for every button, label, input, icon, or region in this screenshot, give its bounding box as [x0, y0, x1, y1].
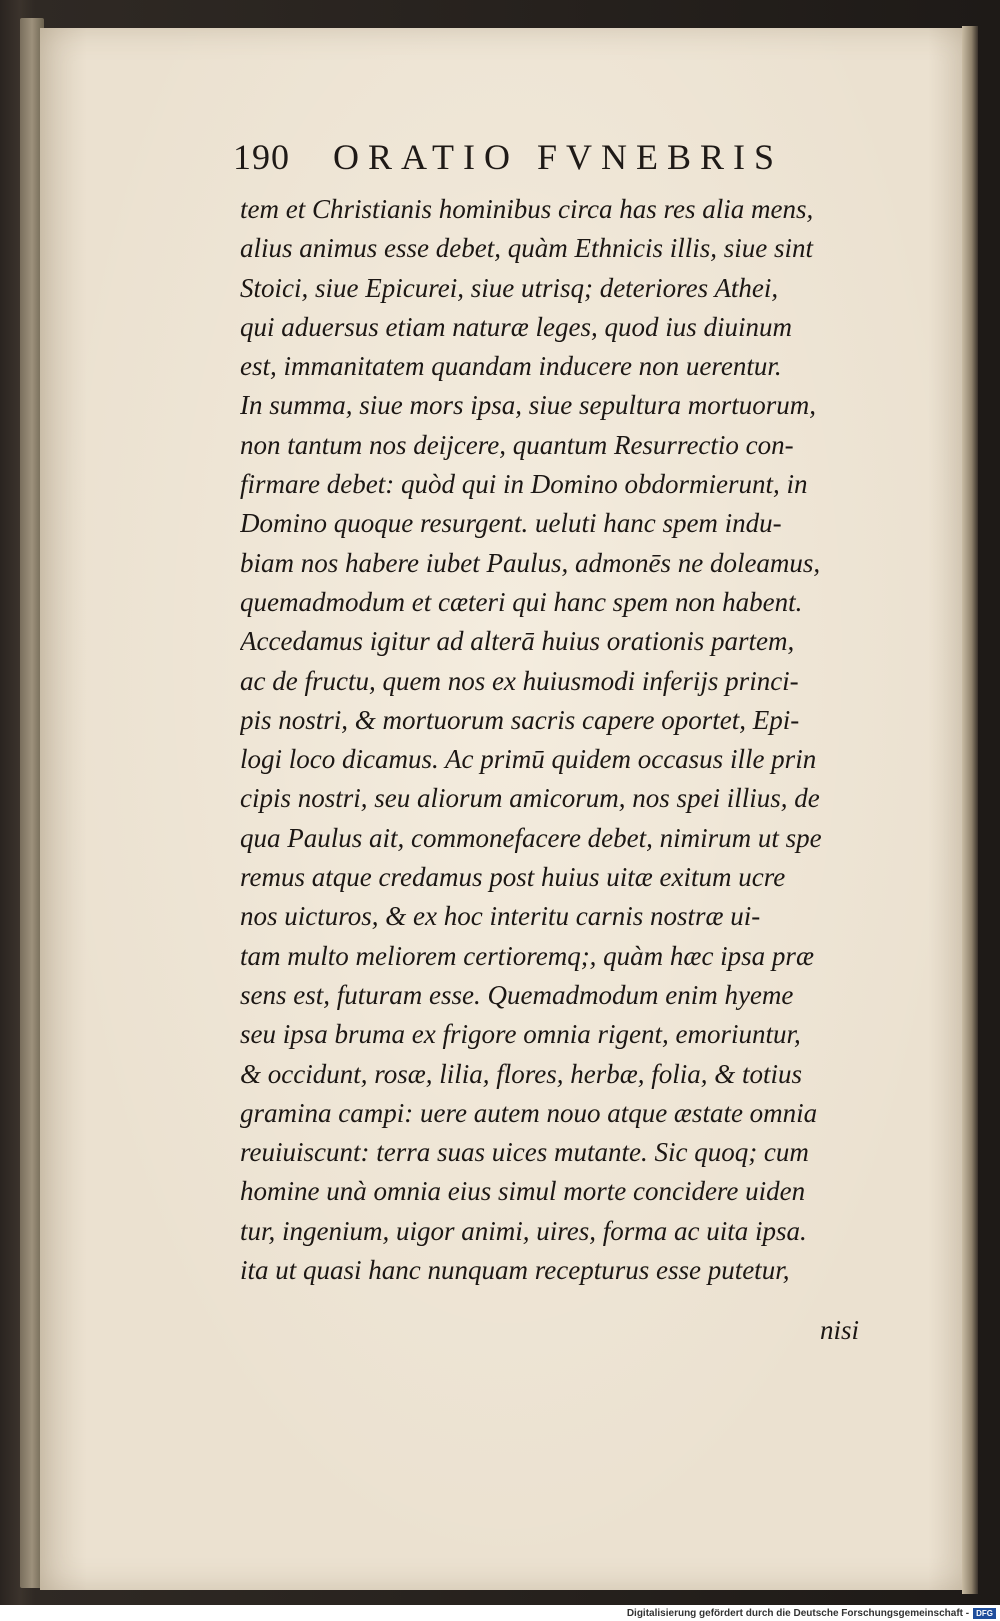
text-line: seu ipsa bruma ex frigore omnia rigent, emoriuntur,: [240, 1019, 801, 1050]
text-line: firmare debet: quòd qui in Domino obdormierunt, in: [240, 469, 808, 500]
text-line: gramina campi: uere autem nouo atque æstate omnia: [240, 1097, 818, 1128]
text-line: qua Paulus ait, commonefacere debet, nimirum ut spe: [240, 822, 822, 853]
text-line: cipis nostri, seu aliorum amicorum, nos spei illius, de: [240, 783, 820, 814]
text-line: nos uicturos, & ex hoc interitu carnis nostræ ui-: [240, 901, 761, 932]
text-line: & occidunt, rosæ, lilia, flores, herbæ, folia, & totius: [240, 1058, 803, 1089]
footer-bar: [0, 1606, 1000, 1621]
text-line: Accedamus igitur ad alterā huius orationis partem,: [240, 626, 795, 657]
text-line: logi loco dicamus. Ac primū quidem occasus ille prin: [240, 744, 817, 775]
text-line: In summa, siue mors ipsa, siue sepultura mortuorum,: [240, 390, 817, 421]
footer-credit: Digitalisierung gefördert durch die Deutsche Forschungsgemeinschaft -: [626, 1608, 970, 1619]
text-line: remus atque credamus post huius uitæ exitum ucre: [240, 862, 786, 893]
page-header: [233, 136, 813, 184]
text-line: non tantum nos deijcere, quantum Resurrectio con-: [240, 429, 794, 460]
text-line: biam nos habere iubet Paulus, admonēs ne doleamus,: [240, 547, 821, 578]
text-line: quemadmodum et cæteri qui hanc spem non habent.: [240, 586, 803, 617]
running-title: ORATIO FVNEBRIS: [333, 137, 784, 177]
text-line: Stoici, siue Epicurei, siue utrisq; deteriores Athei,: [240, 272, 779, 303]
catchword: nisi: [820, 1315, 860, 1345]
text-line: tem et Christianis hominibus circa has res alia mens,: [240, 194, 814, 224]
text-line: ita ut quasi hanc nunquam recepturus esse putetur,: [240, 1255, 790, 1286]
page-edge-right: [962, 26, 978, 1594]
text-line: ac de fructu, quem nos ex huiusmodi inferijs princi-: [240, 665, 799, 696]
text-line: sens est, futuram esse. Quemadmodum enim hyeme: [240, 979, 794, 1010]
text-line: tam multo meliorem certioremq;, quàm hæc ipsa præ: [240, 940, 814, 971]
body-text: [240, 190, 885, 1290]
text-line: homine unà omnia eius simul morte concidere uiden: [240, 1176, 806, 1207]
text-line: tur, ingenium, uigor animi, uires, forma ac uita ipsa.: [240, 1215, 807, 1246]
text-line: reuiuiscunt: terra suas uices mutante. Sic quoq; cum: [240, 1137, 809, 1168]
text-line: alius animus esse debet, quàm Ethnicis illis, siue sint: [240, 233, 813, 264]
text-line: qui aduersus etiam naturæ leges, quod ius diuinum: [240, 311, 792, 342]
text-line: Domino quoque resurgent. ueluti hanc spem indu-: [240, 508, 782, 539]
page-number: 190: [233, 137, 290, 177]
dfg-logo: DFG: [973, 1608, 996, 1619]
text-line: pis nostri, & mortuorum sacris capere oportet, Epi-: [240, 704, 800, 735]
text-line: est, immanitatem quandam inducere non uerentur.: [240, 351, 782, 382]
